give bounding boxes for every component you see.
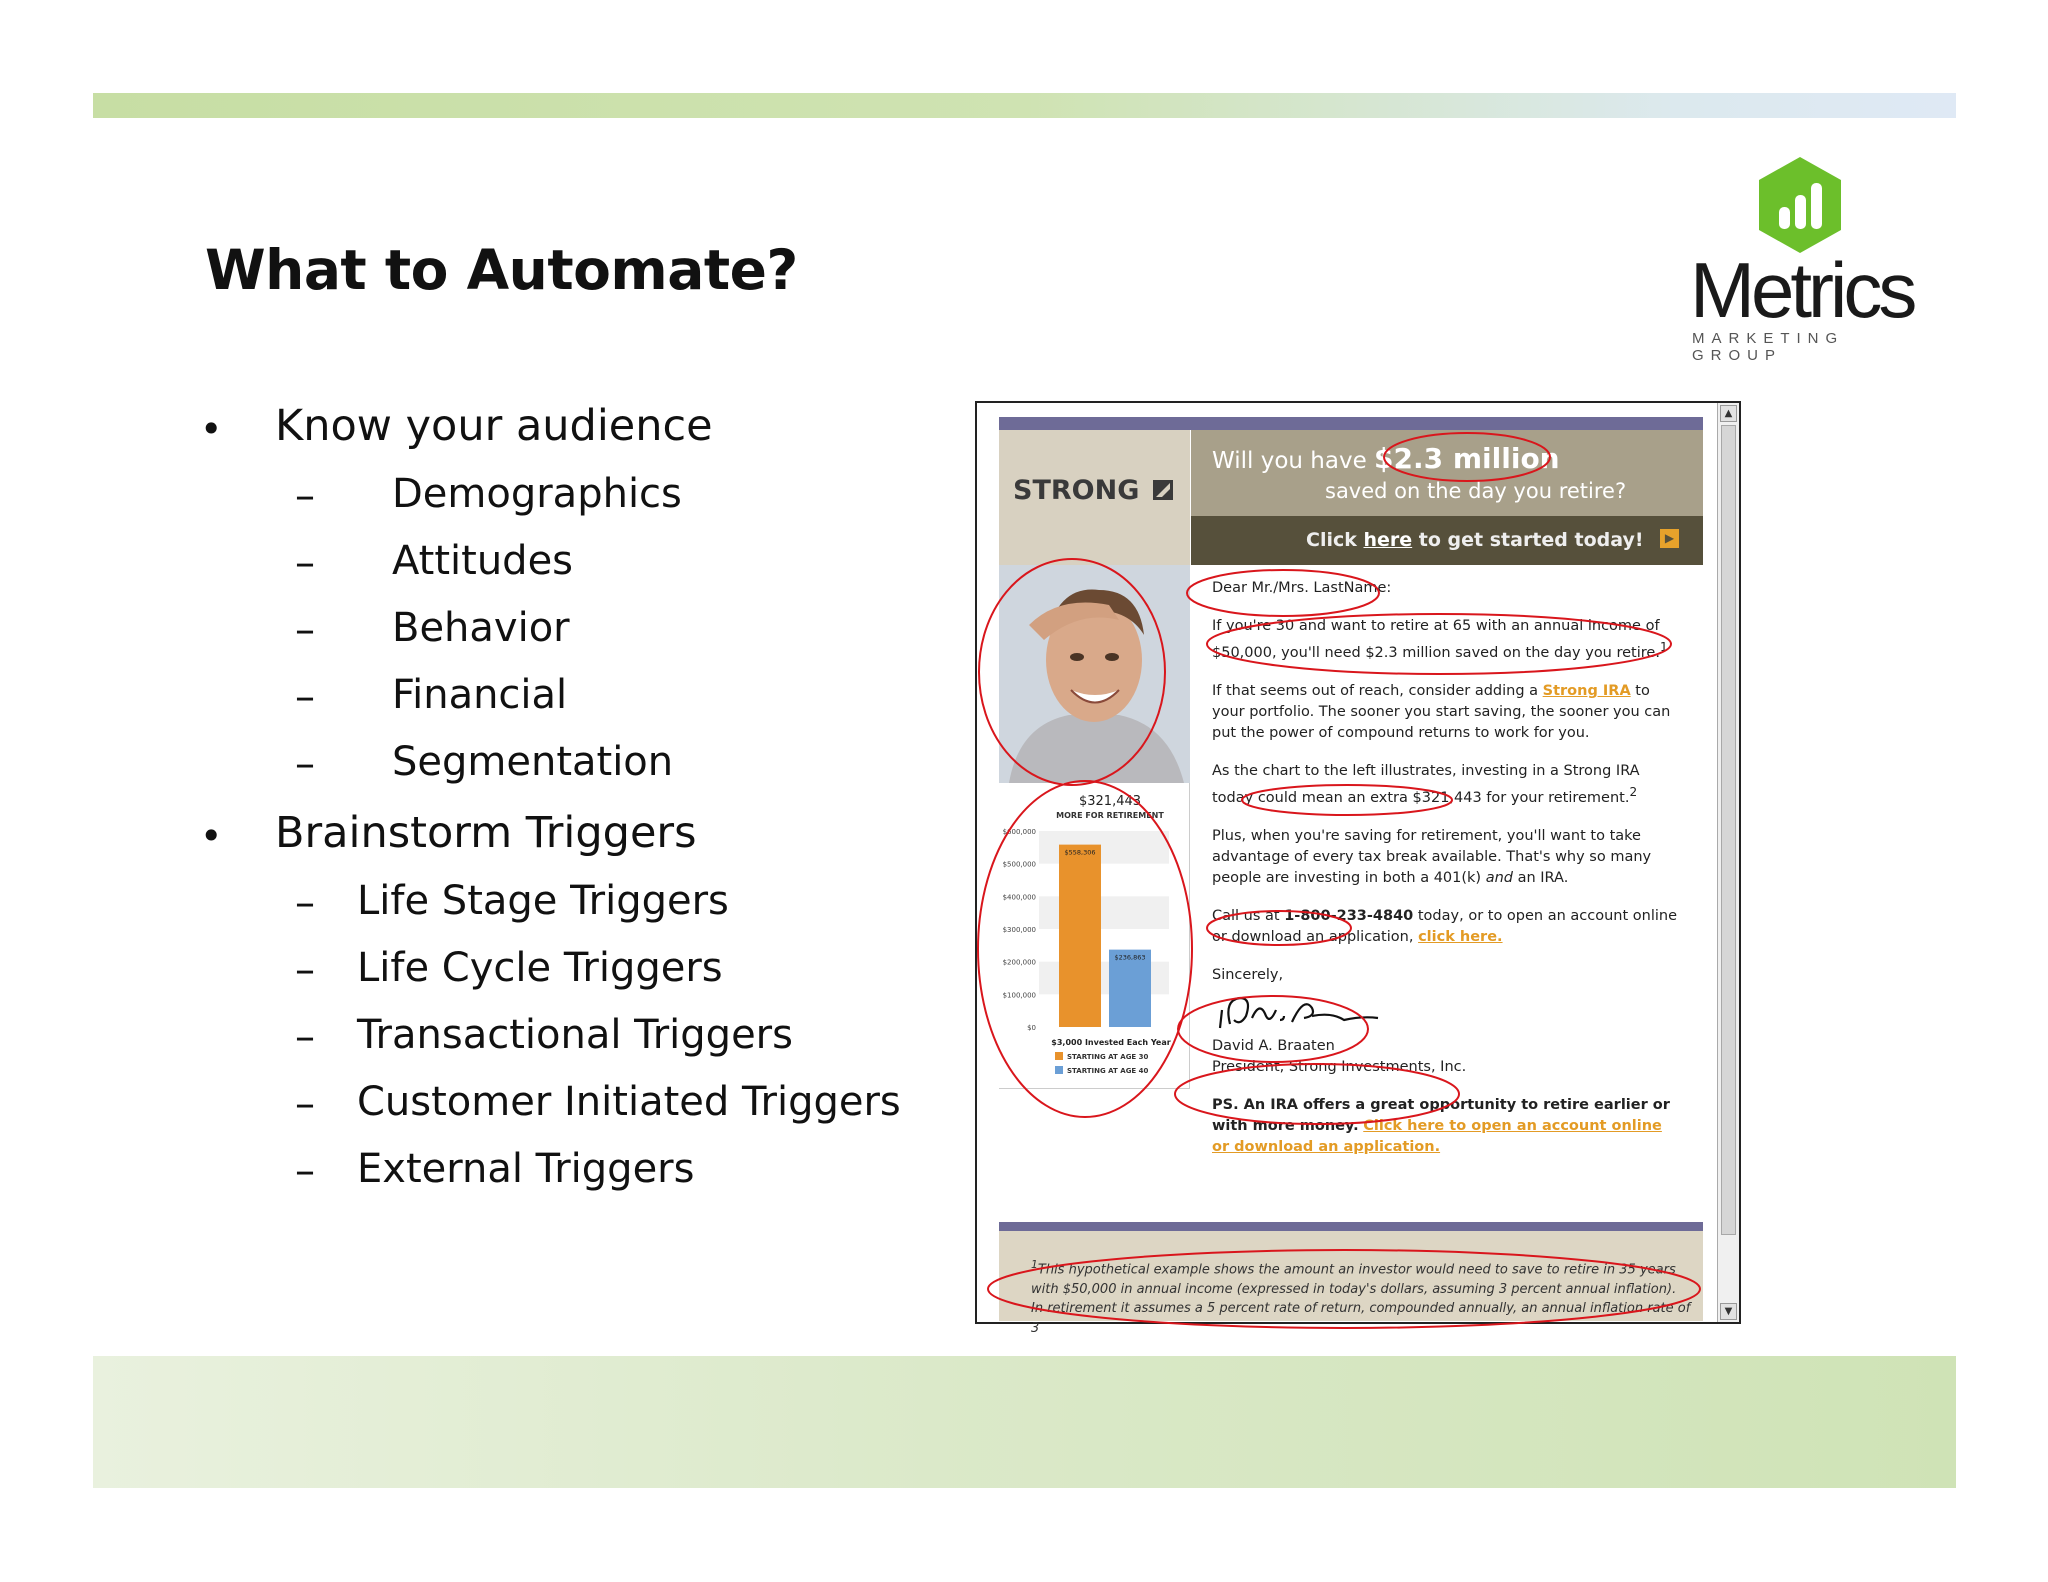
legend-swatch-age-30: [1055, 1052, 1063, 1060]
portrait-illustration: [999, 565, 1190, 783]
smiling-man-photo: [999, 565, 1190, 783]
legend-swatch-age-40: [1055, 1066, 1063, 1074]
letter-paragraph-5: Call us at 1-800-233-4840 today, or to open an account online or download an application, click here.: [1212, 907, 1678, 945]
signer-block: [1212, 1036, 1682, 1078]
y-tick-label: $500,000: [1002, 860, 1036, 869]
bullet-text: Know your audience: [275, 401, 713, 451]
sub-bullet-text: Life Cycle Triggers: [357, 945, 723, 991]
legend-label-age-40: STARTING AT AGE 40: [1067, 1067, 1149, 1075]
cta-text: Click here to get started today!: [1306, 529, 1644, 551]
letter-ps: PS. An IRA offers a great opportunity to retire earlier or with more money. Click here to open an account online or download an application.: [1212, 1096, 1670, 1155]
bullet-outline: [200, 395, 980, 1209]
letter-paragraph-1: If you're 30 and want to retire at 65 with an annual income of $50,000, you'll need $2.3 million saved on the day you retire.$^1$: [1212, 618, 1668, 661]
letter-paragraph-3: As the chart to the left illustrates, investing in a Strong IRA today could mean an extra $321,443 for your retirement.$^2$: [1212, 762, 1640, 806]
letter-greeting: Dear Mr./Mrs. LastName:: [1212, 580, 1392, 596]
handwritten-signature: [1212, 990, 1392, 1032]
strong-slash-icon: [1152, 479, 1174, 501]
retirement-bar-chart: [999, 783, 1190, 1089]
dash-marker: –: [295, 880, 315, 926]
scroll-thumb[interactable]: [1721, 425, 1736, 1235]
y-tick-label: $600,000: [1002, 828, 1036, 836]
email-scrollbar[interactable]: [1717, 403, 1739, 1322]
dash-marker: –: [295, 540, 315, 586]
bullet-item: [200, 802, 980, 874]
scroll-down-arrow-icon[interactable]: ▼: [1720, 1303, 1737, 1320]
click-here-link[interactable]: click here.: [1418, 928, 1503, 945]
sub-bullet-item: [200, 874, 980, 941]
sub-bullet-item: [200, 941, 980, 1008]
letter-paragraph-4: Plus, when you're saving for retirement, you'll want to take advantage of every tax break available. That's why so many people are investing in both a 401(k) and an IRA.: [1212, 827, 1652, 886]
sub-bullet-text: Attitudes: [392, 538, 574, 584]
signer-name: David A. Braaten: [1212, 1037, 1335, 1054]
sub-bullet-text: Segmentation: [392, 739, 674, 785]
chart-grid-band: [1039, 896, 1169, 929]
bar-value-label: $236,863: [1114, 953, 1146, 962]
sub-bullet-item: [200, 534, 980, 601]
email-screenshot: [975, 401, 1741, 1336]
retirement-chart-panel: [999, 783, 1190, 1089]
chart-xlabel: $3,000 Invested Each Year: [1051, 1038, 1171, 1047]
letter-paragraph-2: If that seems out of reach, consider adding a Strong IRA to your portfolio. The sooner you start saving, the sooner you can put the power of compound returns to work for you.: [1212, 682, 1671, 741]
dash-marker: –: [295, 947, 315, 993]
bottom-decorative-band: [93, 1356, 1956, 1488]
email-top-bar: [999, 417, 1703, 430]
sub-bullet-text: Transactional Triggers: [357, 1012, 793, 1058]
chart-subtitle: MORE FOR RETIREMENT: [1056, 811, 1164, 820]
open-account-link[interactable]: Click here to open an account online or download an application.: [1212, 1117, 1662, 1155]
bullet-item: [200, 395, 980, 467]
sub-bullet-text: Demographics: [392, 471, 682, 517]
bullet-marker: •: [200, 407, 223, 451]
bullet-text: Brainstorm Triggers: [275, 808, 697, 858]
email-footer-bar: [999, 1222, 1703, 1231]
dash-marker: –: [295, 1148, 315, 1194]
strong-ira-link[interactable]: Strong IRA: [1542, 682, 1631, 699]
chart-title: $321,443: [1078, 794, 1142, 809]
logo-wordmark: Metrics: [1690, 246, 1914, 334]
scroll-up-arrow-icon[interactable]: ▲: [1720, 405, 1737, 422]
sub-bullet-text: Behavior: [392, 605, 570, 651]
phone-number: 1-800-233-4840: [1284, 907, 1414, 924]
bullet-marker: •: [200, 814, 223, 858]
email-footnote-box: [999, 1231, 1703, 1336]
sub-bullet-text: Customer Initiated Triggers: [357, 1079, 901, 1125]
sub-bullet-item: [200, 1008, 980, 1075]
sub-bullet-item: [200, 735, 980, 802]
top-decorative-band: [93, 93, 1956, 118]
sub-bullet-item: [200, 601, 980, 668]
dash-marker: –: [295, 1014, 315, 1060]
signer-title: President, Strong Investments, Inc.: [1212, 1058, 1467, 1075]
metrics-logo: [1680, 150, 1930, 364]
email-cta-bar[interactable]: [1191, 516, 1703, 565]
bar-value-label: $558,306: [1064, 848, 1096, 857]
sub-bullet-item: [200, 1075, 980, 1142]
cta-here-link[interactable]: here: [1363, 529, 1413, 551]
sub-bullet-item: [200, 668, 980, 735]
letter-closing: Sincerely,: [1212, 966, 1284, 983]
logo-subtitle: MARKETING GROUP: [1692, 330, 1845, 364]
play-arrow-icon[interactable]: ▶: [1660, 529, 1679, 548]
headline-amount: $2.3 million: [1374, 442, 1560, 475]
sub-bullet-item: [200, 467, 980, 534]
dash-marker: –: [295, 1081, 315, 1127]
sub-bullet-item: [200, 1142, 980, 1209]
slide-title: What to Automate?: [205, 238, 798, 302]
hexagon-bar-chart-icon: [1755, 155, 1845, 255]
y-tick-label: $0: [1027, 1024, 1036, 1032]
strong-logo: STRONG: [1013, 475, 1174, 506]
footnote-text: $^1$This hypothetical example shows the amount an investor would need to save to retire in 35 years with $50,000 in annual income (expressed in today's dollars, assuming 3 percent annual inflation). In retirement it assumes a 5 percent rate of return, compounded annually, an annual inflation rate of 3: [1031, 1258, 1691, 1336]
sub-bullet-text: External Triggers: [357, 1146, 695, 1192]
legend-label-age-30: STARTING AT AGE 30: [1067, 1053, 1149, 1061]
bar-age-30: [1059, 845, 1101, 1027]
headline-line1: Will you have $2.3 million: [1212, 442, 1560, 475]
y-tick-label: $200,000: [1002, 958, 1036, 967]
headline-line2: saved on the day you retire?: [1325, 479, 1627, 503]
sub-bullet-text: Financial: [392, 672, 568, 718]
y-tick-label: $300,000: [1002, 926, 1036, 934]
email-logo-box: [999, 430, 1190, 565]
dash-marker: –: [295, 741, 315, 787]
email-headline-box: [1191, 430, 1703, 516]
sub-bullet-text: Life Stage Triggers: [357, 878, 729, 924]
y-tick-label: $100,000: [1002, 991, 1036, 1000]
chart-grid-band: [1039, 831, 1169, 864]
y-tick-label: $400,000: [1002, 893, 1036, 902]
email-letter-body: [1212, 578, 1682, 1175]
dash-marker: –: [295, 473, 315, 519]
dash-marker: –: [295, 674, 315, 720]
dash-marker: –: [295, 607, 315, 653]
